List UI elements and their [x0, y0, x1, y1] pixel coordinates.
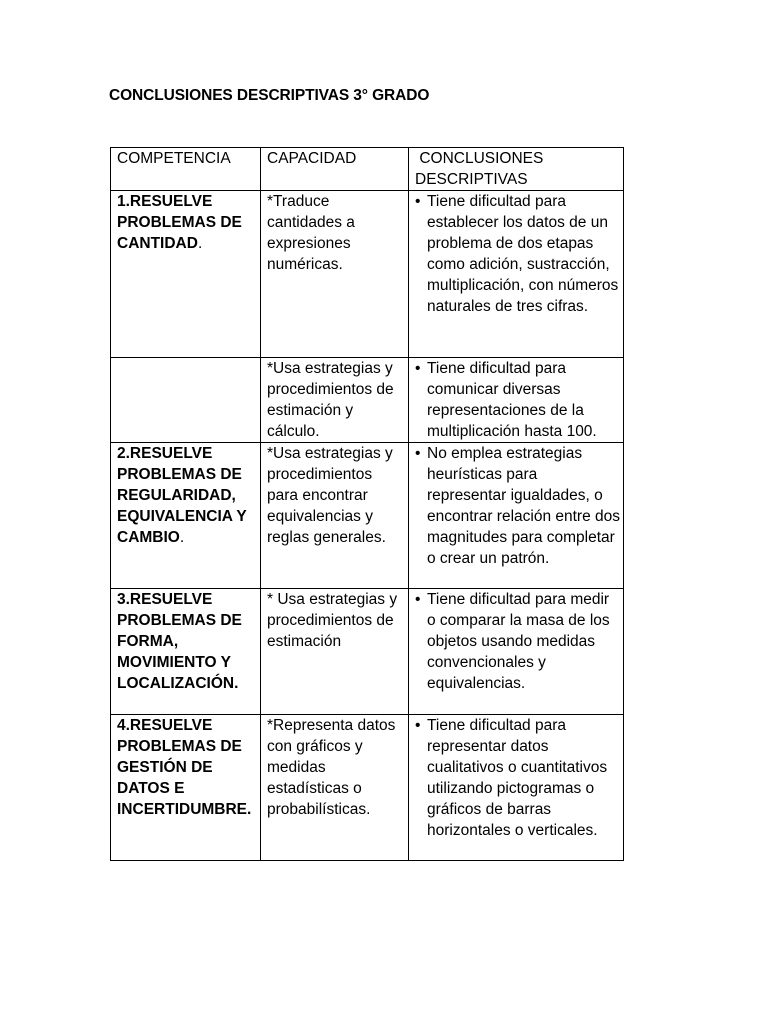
list-item [415, 589, 620, 694]
table-row [111, 443, 624, 589]
header-capacidad: CAPACIDAD [261, 148, 409, 191]
competencia-suffix: . [197, 235, 203, 252]
competencia-text: 2.RESUELVE PROBLEMAS DE REGULARIDAD, EQUIVALENCIA Y CAMBIO [117, 445, 247, 546]
capacidad-cell: * Usa estrategias y procedimientos de estimación [261, 589, 409, 715]
bullet-icon: • [415, 193, 421, 210]
list-item [415, 358, 620, 442]
capacidad-cell: *Usa estrategias y procedimientos para encontrar equivalencias y reglas generales. [261, 443, 409, 589]
list-item [415, 443, 620, 569]
conclusion-text: Tiene dificultad para comunicar diversas representaciones de la multiplicación hasta 100. [427, 360, 597, 440]
bullet-icon: • [415, 591, 421, 608]
conclusion-text: Tiene dificultad para representar datos cualitativos o cuantitativos utilizando pictogramas o gráficos de barras horizontales o verticales. [427, 717, 608, 839]
conclusion-cell [409, 358, 624, 443]
conclusion-text: Tiene dificultad para medir o comparar la masa de los objetos usando medidas convencionales y equivalencias. [427, 591, 610, 692]
competencia-cell [111, 589, 261, 715]
competencia-cell [111, 715, 261, 861]
table-row [111, 191, 624, 358]
competencia-cell [111, 191, 261, 358]
competencia-text: 1.RESUELVE PROBLEMAS DE CANTIDAD [117, 193, 242, 252]
conclusions-table [110, 147, 624, 861]
table-row [111, 715, 624, 861]
conclusion-cell [409, 589, 624, 715]
page-title: CONCLUSIONES DESCRIPTIVAS 3° GRADO [109, 87, 430, 104]
table-header-row [111, 148, 624, 191]
table-row [111, 358, 624, 443]
competencia-text: 4.RESUELVE PROBLEMAS DE GESTIÓN DE DATOS E INCERTIDUMBRE. [117, 717, 252, 818]
list-item [415, 191, 620, 317]
competencia-cell [111, 358, 261, 443]
header-competencia: COMPETENCIA [111, 148, 261, 191]
capacidad-cell: *Traduce cantidades a expresiones numéricas. [261, 191, 409, 358]
capacidad-cell: *Usa estrategias y procedimientos de estimación y cálculo. [261, 358, 409, 443]
competencia-suffix: . [179, 529, 185, 546]
bullet-icon: • [415, 445, 421, 462]
conclusion-text: Tiene dificultad para establecer los datos de un problema de dos etapas como adición, sustracción, multiplicación, con números naturales de tres cifras. [427, 193, 619, 315]
competencia-cell [111, 443, 261, 589]
table-row [111, 589, 624, 715]
conclusion-cell [409, 191, 624, 358]
competencia-text: 3.RESUELVE PROBLEMAS DE FORMA, MOVIMIENTO Y LOCALIZACIÓN. [117, 591, 242, 692]
capacidad-cell: *Representa datos con gráficos y medidas estadísticas o probabilísticas. [261, 715, 409, 861]
header-conclusiones: CONCLUSIONES DESCRIPTIVAS [409, 148, 624, 191]
bullet-icon: • [415, 360, 421, 377]
conclusion-cell [409, 443, 624, 589]
conclusion-cell [409, 715, 624, 861]
bullet-icon: • [415, 717, 421, 734]
list-item [415, 715, 620, 841]
conclusion-text: No emplea estrategias heurísticas para representar igualdades, o encontrar relación entre dos magnitudes para completar o crear un patrón. [427, 445, 621, 567]
